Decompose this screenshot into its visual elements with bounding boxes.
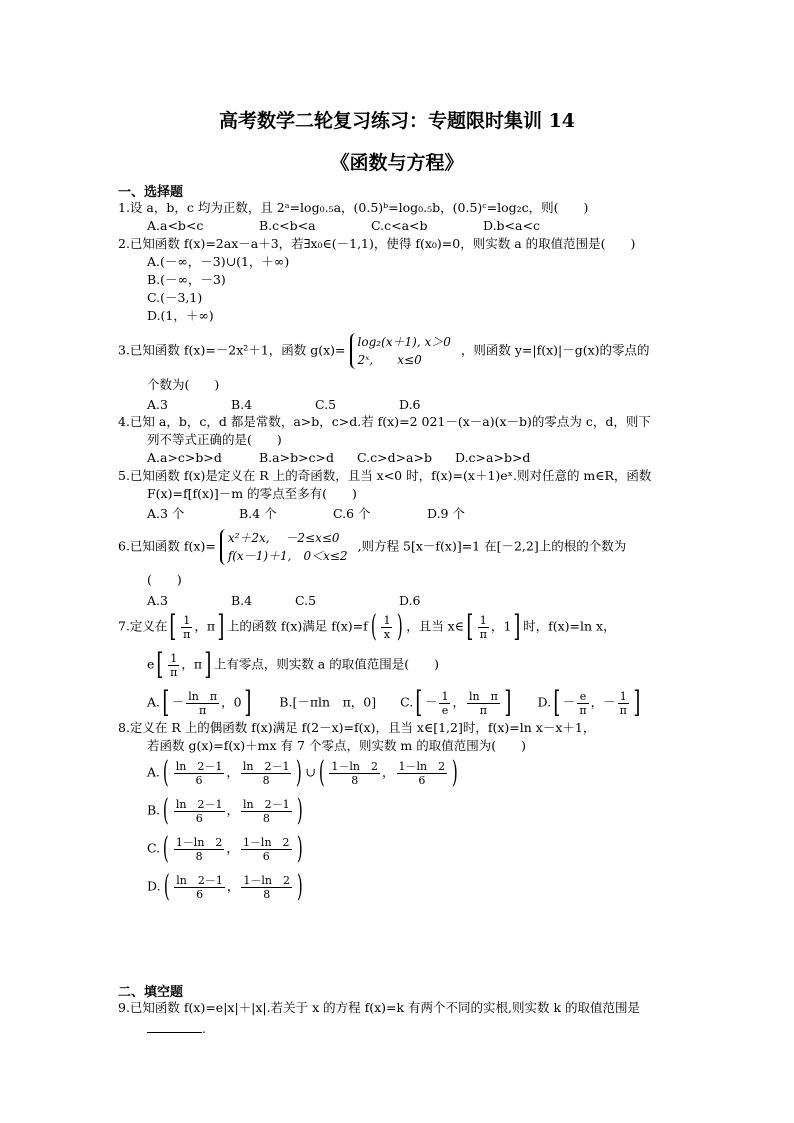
q3-option-d: D.6	[399, 397, 421, 412]
q7-continuation	[147, 647, 439, 682]
q2-option-a: A.(－∞，－3)∪(1，＋∞)	[147, 254, 290, 269]
q6-option-d: D.6	[399, 593, 421, 608]
q6-option-a: A.3	[147, 593, 168, 608]
question-7-options: A.[ － $\frac{\text{ln π}}{\pi}$ ，0] B.[－πln π，0] C.[ － $\frac{1}{e}$ ， $\frac{\text{ln π}}{\pi}$ ] D.[ － $\frac{e}{\pi}$ ，－ $\frac{1}{\pi}$ ]	[147, 685, 641, 720]
q3-case-2: 2ˣ, x≤0	[357, 353, 422, 367]
q7-option-b: B.[－πln π，0]	[279, 694, 377, 710]
question-4-stem: 4.已知 a，b，c，d 都是常数，a>b，c>d.若 f(x)=2 021－(x－a)(x－b)的零点为 c，d，则下	[118, 414, 651, 429]
q7-text-d: 时，f(x)=ln x，	[523, 618, 616, 634]
q1-option-b: B.c<b<a	[259, 218, 316, 233]
q3-post: ，则函数 y=|f(x)|－g(x)的零点的	[460, 342, 650, 358]
q7-bracket: [	[156, 647, 164, 682]
q8-option-d: D.( $\frac{\ln 2-1}{6}$ ， $\frac{1-\ln 2}{8}$ )	[147, 869, 303, 904]
q7-frac-1-pi-b: $\frac{1}{\pi}$	[479, 613, 487, 641]
q2-option-c: C.(－3,1)	[147, 290, 203, 305]
q4-option-b: B.a>b>c>d	[259, 450, 335, 465]
page-title: 高考数学二轮复习练习：专题限时集训 14	[218, 110, 576, 132]
q7-text-c: ，且当 x∈	[406, 618, 464, 634]
q9-end: .	[202, 1021, 206, 1036]
q9-blank-line	[147, 1020, 206, 1037]
q7-option-d-frac-2: $\frac{1}{\pi}$	[619, 689, 627, 717]
q7-one: 1	[503, 618, 512, 634]
q6-piecewise	[220, 529, 354, 565]
q4-option-c: C.c>d>a>b	[357, 450, 432, 465]
q6-post: ,则方程 5[x－f(x)]=1 在[－2,2]上的根的个数为	[357, 538, 627, 554]
q7-text-f: 上有零点，则实数 a 的取值范围是( )	[213, 656, 439, 672]
q6-option-b: B.4	[231, 593, 253, 608]
q6-option-c: C.5	[295, 593, 317, 608]
q7-frac-1-pi-c: $\frac{1}{\pi}$	[170, 651, 178, 679]
q7-pi: π	[193, 656, 203, 672]
question-2-stem: 2.已知函数 f(x)=2ax－a＋3，若∃x₀∈(－1,1)，使得 f(x₀)=0，则实数 a 的取值范围是( )	[118, 236, 636, 251]
q8-continuation: 若函数 g(x)=f(x)＋mx 有 7 个零点，则实数 m 的取值范围为( )	[147, 738, 527, 753]
question-6-stem	[118, 529, 626, 565]
question-6-options	[147, 593, 421, 609]
q7-bracket: ]	[217, 609, 225, 644]
question-5-stem: 5.已知函数 f(x)是定义在 R 上的奇函数，且当 x<0 时，f(x)=(x＋1)eˣ.则对任意的 m∈R，函数	[118, 468, 652, 483]
q1-option-c: C.c<a<b	[371, 218, 428, 233]
q7-option-a-label: A.	[147, 694, 161, 710]
q6-case-2: f(x－1)＋1, 0＜x≤2	[227, 549, 348, 563]
q3-continuation: 个数为( )	[147, 377, 220, 392]
q4-continuation: 列不等式正确的是( )	[147, 432, 282, 447]
q5-option-c: C.6 个	[333, 506, 371, 521]
q7-bracket: [	[466, 609, 474, 644]
q4-option-d: D.c>a>b>d	[455, 450, 531, 465]
q7-bracket: ]	[513, 609, 521, 644]
q3-option-c: C.5	[315, 397, 337, 412]
q1-option-a: A.a<b<c	[147, 218, 204, 233]
q7-paren: (	[370, 609, 377, 644]
question-5-options	[147, 506, 465, 522]
q5-option-d: D.9 个	[427, 506, 465, 521]
q3-piecewise	[350, 333, 457, 369]
q7-option-d-frac-1: $\frac{e}{\pi}$	[579, 689, 587, 717]
q7-text-a: 7.定义在	[118, 618, 168, 634]
q7-bracket: ]	[204, 647, 212, 682]
q5-option-a: A.3 个	[147, 506, 185, 521]
q7-bracket: [	[169, 609, 177, 644]
question-8-stem: 8.定义在 R 上的偶函数 f(x)满足 f(2－x)=f(x)，且当 x∈[1,2]时，f(x)=ln x－x＋1，	[118, 720, 596, 735]
q5-continuation: F(x)=f[f(x)]－m 的零点至多有( )	[147, 486, 357, 501]
q7-paren: )	[397, 609, 404, 644]
q7-frac-1-pi: $\frac{1}{\pi}$	[183, 613, 191, 641]
question-3-stem	[118, 333, 650, 369]
q7-frac-1-x: $\frac{1}{x}$	[383, 613, 391, 641]
q7-text-e: e	[147, 656, 155, 672]
q7-option-a-frac: $\frac{\text{ln π}}{\pi}$	[188, 689, 218, 717]
q3-pre: 3.已知函数 f(x)=－2x²＋1，函数 g(x)=	[118, 342, 346, 358]
q7-pi: π	[206, 618, 216, 634]
section-fill-heading: 二、填空题	[118, 985, 184, 1000]
q7-comma: ，	[490, 618, 504, 634]
q7-text-b: 上的函数 f(x)满足 f(x)=f	[226, 618, 368, 634]
q6-case-1: x²＋2x, －2≤x≤0	[227, 531, 340, 545]
q7-comma: ，	[181, 656, 194, 672]
q3-option-b: B.4	[231, 397, 253, 412]
question-1-stem: 1.设 a，b，c 均为正数，且 2ᵃ=log₀.₅a，(0.5)ᵇ=log₀.₅b，(0.5)ᶜ=log₂c，则( )	[118, 200, 589, 215]
answer-blank[interactable]	[147, 1020, 202, 1033]
q4-option-a: A.a>c>b>d	[147, 450, 222, 465]
q2-option-d: D.(1，＋∞)	[147, 308, 214, 323]
q3-case-1: log₂(x＋1), x＞0	[357, 335, 451, 349]
section-choice-heading: 一、选择题	[118, 185, 184, 200]
question-9-stem: 9.已知函数 f(x)=e|x|＋|x|.若关于 x 的方程 f(x)=k 有两个不同的实根,则实数 k 的取值范围是	[118, 1000, 641, 1015]
page-subtitle: 《函数与方程》	[330, 152, 464, 174]
q7-option-c-frac-2: $\frac{\text{ln π}}{\pi}$	[468, 689, 498, 717]
question-7-stem	[118, 609, 616, 644]
q2-option-b: B.(－∞，－3)	[147, 272, 226, 287]
q5-option-b: B.4 个	[239, 506, 277, 521]
q6-continuation: ( )	[147, 572, 182, 587]
question-4-options	[147, 450, 530, 466]
q7-option-d-label: D.	[537, 694, 552, 710]
question-1-options	[147, 218, 540, 234]
q1-option-d: D.b<a<c	[483, 218, 540, 233]
q7-option-c-frac-1: $\frac{1}{e}$	[441, 689, 449, 717]
q7-option-c-label: C.	[400, 694, 414, 710]
q3-option-a: A.3	[147, 397, 168, 412]
q8-option-c: C.( $\frac{1-\ln 2}{8}$ ， $\frac{1-\ln 2}{6}$ )	[147, 831, 303, 866]
q8-option-a: A.( $\frac{\ln 2-1}{6}$ ， $\frac{\ln 2-1}{8}$ ) ∪( $\frac{1-\ln 2}{8}$ ， $\frac{1-\ln 2}{6}$ )	[147, 755, 458, 790]
question-3-options	[147, 397, 421, 413]
q7-comma: ，	[194, 618, 207, 634]
q6-pre: 6.已知函数 f(x)=	[118, 538, 216, 554]
q8-option-b: B.( $\frac{\ln 2-1}{6}$ ， $\frac{\ln 2-1}{8}$ )	[147, 793, 303, 828]
